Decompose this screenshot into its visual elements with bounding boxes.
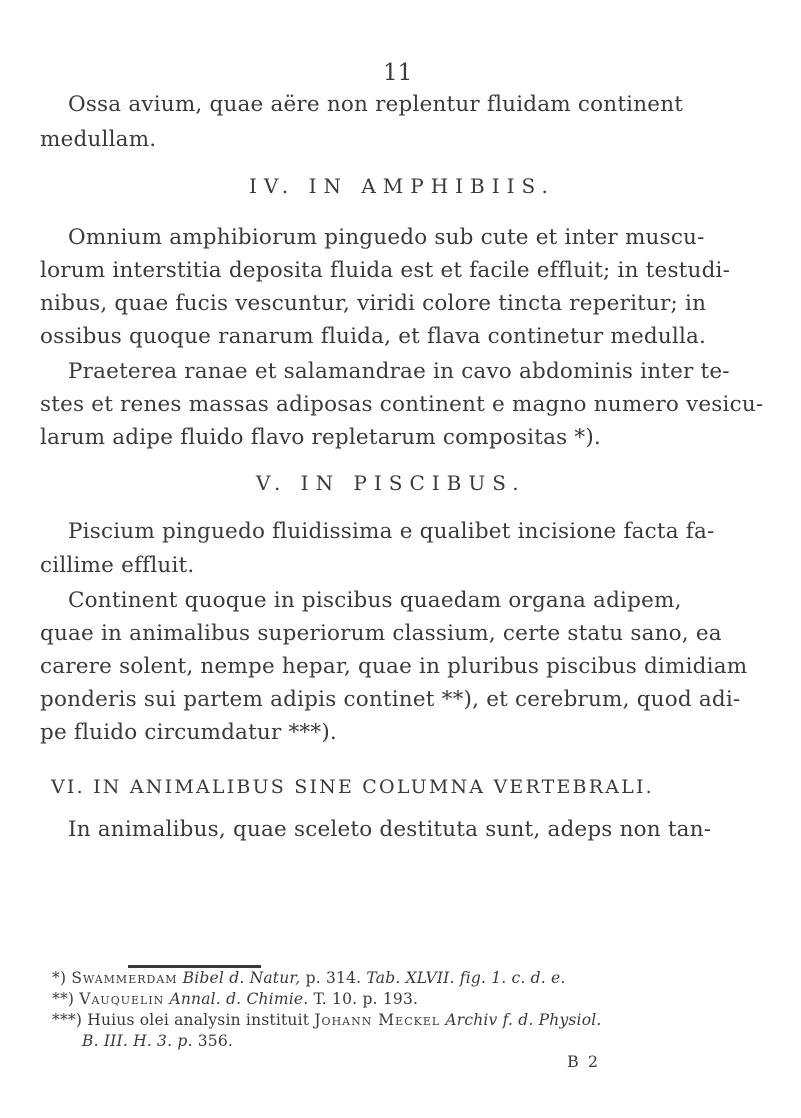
footnote-2 <box>52 990 418 1008</box>
paragraph-line: quae in animalibus superiorum classium, certe statu sano, ea <box>40 621 722 646</box>
footnote-mark: ***) <box>52 1011 83 1029</box>
paragraph-line: pe fluido circumdatur ***). <box>40 720 337 745</box>
footnote-page: p. 314. <box>305 969 362 987</box>
footnote-rule <box>128 965 261 968</box>
footnote-mark: *) <box>52 969 67 987</box>
footnote-plate: Tab. XLVII. fig. 1. c. d. e. <box>366 969 566 987</box>
paragraph-line: Praeterea ranae et salamandrae in cavo abdominis inter te- <box>68 359 730 384</box>
footnote-cont-title: B. III. H. 3. p. <box>82 1032 193 1050</box>
footnote-author: Johann Meckel <box>314 1011 441 1029</box>
paragraph-line: Omnium amphibiorum pinguedo sub cute et inter muscu- <box>68 225 705 250</box>
footnote-pre: Huius olei analysin instituit <box>87 1011 310 1029</box>
footnote-cont-rest: 356. <box>197 1032 234 1050</box>
paragraph-line: ponderis sui partem adipis continet **), et cerebrum, quod adi- <box>40 687 741 712</box>
footnote-author: Swammerdam <box>71 969 178 987</box>
paragraph-line: Ossa avium, quae aëre non replentur fluidam continent <box>68 92 684 117</box>
paragraph-line: lorum interstitia deposita fluida est et facile effluit; in testudi- <box>40 258 731 283</box>
footnote-3 <box>52 1011 602 1029</box>
paragraph-line: cillime effluit. <box>40 553 195 578</box>
paragraph-line: carere solent, nempe hepar, quae in pluribus piscibus dimidiam <box>40 654 748 679</box>
footnote-author: Vauquelin <box>79 990 165 1008</box>
footnote-mark: **) <box>52 990 75 1008</box>
paragraph-line: nibus, quae fucis vescuntur, viridi colore tincta reperitur; in <box>40 291 707 316</box>
footnote-1 <box>52 969 566 987</box>
section-heading: IV. IN AMPHIBIIS. <box>249 174 555 198</box>
paragraph-line: medullam. <box>40 127 157 152</box>
paragraph-line: stes et renes massas adiposas continent e magno numero vesicu- <box>40 392 764 417</box>
page-number: 11 <box>383 60 413 86</box>
section-heading: V. IN PISCIBUS. <box>256 471 526 495</box>
paragraph-line: Piscium pinguedo fluidissima e qualibet incisione facta fa- <box>68 519 715 544</box>
section-heading: VI. IN ANIMALIBUS SINE COLUMNA VERTEBRALI. <box>51 776 654 798</box>
footnote-title: Archiv f. d. Physiol. <box>445 1011 602 1029</box>
footnote-title: Bibel d. Natur, <box>182 969 301 987</box>
footnote-title: Annal. d. Chimie. <box>169 990 309 1008</box>
footnote-3-continuation <box>82 1032 233 1050</box>
paragraph-line: larum adipe fluido flavo repletarum compositas *). <box>40 425 601 450</box>
signature-mark: B 2 <box>567 1052 601 1071</box>
paragraph-line: ossibus quoque ranarum fluida, et flava continetur medulla. <box>40 324 707 349</box>
paragraph-line: In animalibus, quae sceleto destituta sunt, adeps non tan- <box>68 817 712 842</box>
paragraph-line: Continent quoque in piscibus quaedam organa adipem, <box>68 588 682 613</box>
footnote-rest: T. 10. p. 193. <box>313 990 419 1008</box>
